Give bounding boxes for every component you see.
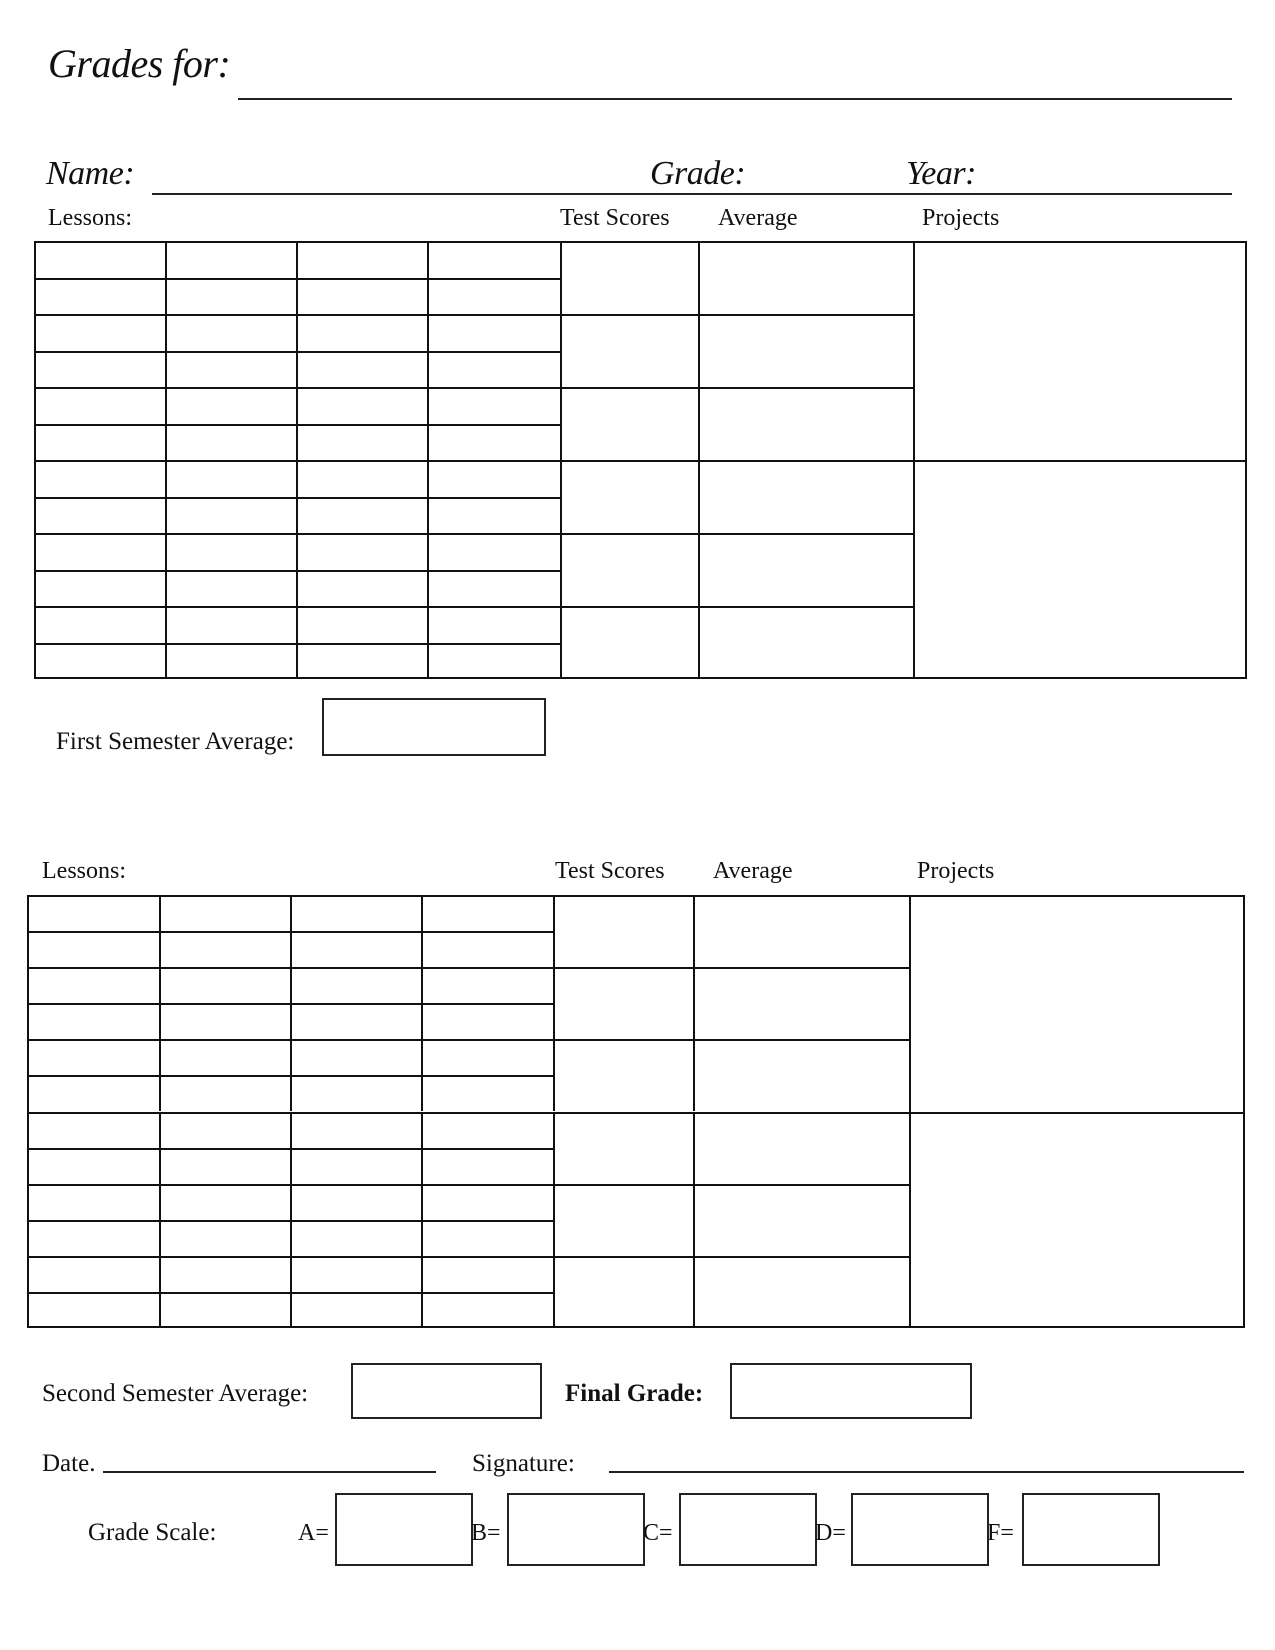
- lesson-cell[interactable]: [27, 1148, 159, 1184]
- lesson-cell[interactable]: [290, 1292, 421, 1328]
- lesson-cell[interactable]: [290, 1220, 421, 1256]
- lesson-cell[interactable]: [421, 1256, 553, 1292]
- lesson-cell[interactable]: [165, 241, 296, 278]
- lesson-cell[interactable]: [421, 1112, 553, 1148]
- lesson-cell[interactable]: [290, 895, 421, 931]
- test-score-cell[interactable]: [553, 1112, 693, 1184]
- test-score-cell[interactable]: [560, 606, 698, 679]
- test-scores-header: Test Scores: [560, 205, 670, 231]
- lesson-cell[interactable]: [34, 387, 165, 424]
- lesson-cell[interactable]: [296, 351, 427, 388]
- lesson-cell[interactable]: [290, 1148, 421, 1184]
- lesson-cell[interactable]: [296, 278, 427, 315]
- lesson-cell[interactable]: [34, 314, 165, 351]
- lesson-cell[interactable]: [290, 1075, 421, 1111]
- lesson-cell[interactable]: [296, 314, 427, 351]
- first-semester-average-label: First Semester Average:: [56, 728, 295, 755]
- lesson-cell[interactable]: [159, 1112, 290, 1148]
- final-grade-label: Final Grade:: [565, 1380, 704, 1407]
- date-label: Date.: [42, 1450, 96, 1477]
- lesson-cell[interactable]: [421, 1148, 553, 1184]
- test-score-cell[interactable]: [553, 895, 693, 967]
- lesson-cell[interactable]: [27, 1112, 159, 1148]
- grade-c-box[interactable]: [679, 1493, 817, 1566]
- lesson-cell[interactable]: [290, 1112, 421, 1148]
- test-score-cell[interactable]: [553, 967, 693, 1039]
- projects-header: Projects: [922, 205, 1000, 231]
- lesson-cell[interactable]: [159, 1220, 290, 1256]
- signature-line[interactable]: [609, 1471, 1244, 1473]
- lesson-cell[interactable]: [427, 606, 560, 643]
- grade-c-label: C=: [643, 1520, 673, 1546]
- lesson-cell[interactable]: [159, 1148, 290, 1184]
- test-score-cell[interactable]: [560, 241, 698, 314]
- project-cell[interactable]: [909, 895, 1245, 1112]
- lesson-cell[interactable]: [34, 460, 165, 497]
- lesson-cell[interactable]: [421, 1292, 553, 1328]
- lesson-cell[interactable]: [296, 424, 427, 461]
- lesson-cell[interactable]: [27, 1003, 159, 1039]
- lesson-cell[interactable]: [296, 570, 427, 607]
- lesson-cell[interactable]: [296, 387, 427, 424]
- lesson-cell[interactable]: [27, 1256, 159, 1292]
- lesson-cell[interactable]: [34, 351, 165, 388]
- first-semester-grade-table: [34, 241, 1247, 679]
- average-cell[interactable]: [693, 1184, 909, 1256]
- lesson-cell[interactable]: [421, 1184, 553, 1220]
- lesson-cell[interactable]: [27, 1220, 159, 1256]
- lesson-cell[interactable]: [165, 424, 296, 461]
- average-cell[interactable]: [698, 387, 913, 460]
- lesson-cell[interactable]: [165, 497, 296, 534]
- lesson-cell[interactable]: [165, 387, 296, 424]
- lesson-cell[interactable]: [27, 967, 159, 1003]
- year-label: Year:: [906, 155, 976, 192]
- lesson-cell[interactable]: [34, 424, 165, 461]
- average-cell[interactable]: [693, 967, 909, 1039]
- lesson-cell[interactable]: [34, 278, 165, 315]
- lesson-cell[interactable]: [427, 314, 560, 351]
- signature-label: Signature:: [472, 1450, 575, 1477]
- grade-a-label: A=: [298, 1520, 329, 1546]
- lessons-header: Lessons:: [48, 205, 132, 231]
- lesson-cell[interactable]: [296, 241, 427, 278]
- average-header: Average: [718, 205, 798, 231]
- lesson-cell[interactable]: [27, 895, 159, 931]
- lesson-cell[interactable]: [427, 278, 560, 315]
- lesson-cell[interactable]: [34, 533, 165, 570]
- grade-d-label: D=: [815, 1520, 846, 1546]
- lesson-cell[interactable]: [27, 1075, 159, 1111]
- lesson-cell[interactable]: [159, 967, 290, 1003]
- test-score-cell[interactable]: [553, 1039, 693, 1111]
- lesson-cell[interactable]: [34, 497, 165, 534]
- lesson-cell[interactable]: [421, 931, 553, 967]
- lesson-cell[interactable]: [34, 606, 165, 643]
- grades-for-line[interactable]: [238, 98, 1232, 100]
- lesson-cell[interactable]: [165, 278, 296, 315]
- lesson-cell[interactable]: [159, 1256, 290, 1292]
- test-score-cell[interactable]: [560, 314, 698, 387]
- lesson-cell[interactable]: [159, 1184, 290, 1220]
- grade-f-label: F=: [987, 1520, 1014, 1546]
- lesson-cell[interactable]: [427, 424, 560, 461]
- grade-label: Grade:: [650, 155, 746, 192]
- average-cell[interactable]: [693, 895, 909, 967]
- test-score-cell[interactable]: [553, 1256, 693, 1328]
- test-score-cell[interactable]: [560, 387, 698, 460]
- grade-f-box[interactable]: [1022, 1493, 1160, 1566]
- average-header: Average: [713, 858, 793, 884]
- lesson-cell[interactable]: [290, 1039, 421, 1075]
- lesson-cell[interactable]: [290, 967, 421, 1003]
- project-cell[interactable]: [909, 1112, 1245, 1329]
- lesson-cell[interactable]: [427, 497, 560, 534]
- lesson-cell[interactable]: [159, 1003, 290, 1039]
- lesson-cell[interactable]: [421, 1039, 553, 1075]
- average-cell[interactable]: [698, 533, 913, 606]
- grade-scale-label: Grade Scale:: [88, 1519, 217, 1546]
- lesson-cell[interactable]: [165, 314, 296, 351]
- lesson-cell[interactable]: [165, 533, 296, 570]
- average-cell[interactable]: [693, 1112, 909, 1184]
- lesson-cell[interactable]: [427, 533, 560, 570]
- lesson-cell[interactable]: [421, 895, 553, 931]
- lesson-cell[interactable]: [421, 967, 553, 1003]
- lesson-cell[interactable]: [165, 643, 296, 680]
- lesson-cell[interactable]: [165, 606, 296, 643]
- lesson-cell[interactable]: [427, 643, 560, 680]
- second-semester-average-box[interactable]: [351, 1363, 542, 1419]
- projects-header: Projects: [917, 858, 995, 884]
- lesson-cell[interactable]: [421, 1003, 553, 1039]
- lesson-cell[interactable]: [165, 570, 296, 607]
- lesson-cell[interactable]: [34, 241, 165, 278]
- lesson-cell[interactable]: [159, 895, 290, 931]
- grade-b-box[interactable]: [507, 1493, 645, 1566]
- test-score-cell[interactable]: [560, 460, 698, 533]
- average-cell[interactable]: [698, 460, 913, 533]
- project-cell[interactable]: [913, 241, 1247, 460]
- second-semester-average-label: Second Semester Average:: [42, 1380, 309, 1407]
- first-semester-average-box[interactable]: [322, 698, 546, 756]
- grade-d-box[interactable]: [851, 1493, 989, 1566]
- test-scores-header: Test Scores: [555, 858, 665, 884]
- average-cell[interactable]: [698, 314, 913, 387]
- average-cell[interactable]: [698, 241, 913, 314]
- name-grade-year-line[interactable]: [152, 193, 1232, 195]
- lesson-cell[interactable]: [34, 643, 165, 680]
- lesson-cell[interactable]: [159, 1039, 290, 1075]
- lesson-cell[interactable]: [290, 1256, 421, 1292]
- average-cell[interactable]: [693, 1039, 909, 1111]
- lessons-header: Lessons:: [42, 858, 126, 884]
- lesson-cell[interactable]: [427, 570, 560, 607]
- final-grade-box[interactable]: [730, 1363, 972, 1419]
- grade-a-box[interactable]: [335, 1493, 473, 1566]
- lesson-cell[interactable]: [427, 387, 560, 424]
- lesson-cell[interactable]: [296, 460, 427, 497]
- lesson-cell[interactable]: [34, 570, 165, 607]
- lesson-cell[interactable]: [165, 460, 296, 497]
- lesson-cell[interactable]: [27, 1039, 159, 1075]
- project-cell[interactable]: [913, 460, 1247, 679]
- lesson-cell[interactable]: [427, 460, 560, 497]
- lesson-cell[interactable]: [159, 1075, 290, 1111]
- grades-for-label: Grades for:: [48, 41, 231, 86]
- lesson-cell[interactable]: [27, 931, 159, 967]
- test-score-cell[interactable]: [560, 533, 698, 606]
- second-semester-grade-table: [27, 895, 1245, 1328]
- grade-b-label: B=: [471, 1520, 501, 1546]
- average-cell[interactable]: [693, 1256, 909, 1328]
- lesson-cell[interactable]: [296, 606, 427, 643]
- name-label: Name:: [46, 155, 135, 192]
- lesson-cell[interactable]: [165, 351, 296, 388]
- lesson-cell[interactable]: [290, 1003, 421, 1039]
- test-score-cell[interactable]: [553, 1184, 693, 1256]
- lesson-cell[interactable]: [427, 351, 560, 388]
- lesson-cell[interactable]: [159, 1292, 290, 1328]
- lesson-cell[interactable]: [296, 643, 427, 680]
- lesson-cell[interactable]: [290, 1184, 421, 1220]
- date-line[interactable]: [103, 1471, 436, 1473]
- lesson-cell[interactable]: [296, 497, 427, 534]
- lesson-cell[interactable]: [296, 533, 427, 570]
- lesson-cell[interactable]: [159, 931, 290, 967]
- lesson-cell[interactable]: [421, 1075, 553, 1111]
- lesson-cell[interactable]: [27, 1184, 159, 1220]
- lesson-cell[interactable]: [290, 931, 421, 967]
- average-cell[interactable]: [698, 606, 913, 679]
- lesson-cell[interactable]: [27, 1292, 159, 1328]
- lesson-cell[interactable]: [421, 1220, 553, 1256]
- lesson-cell[interactable]: [427, 241, 560, 278]
